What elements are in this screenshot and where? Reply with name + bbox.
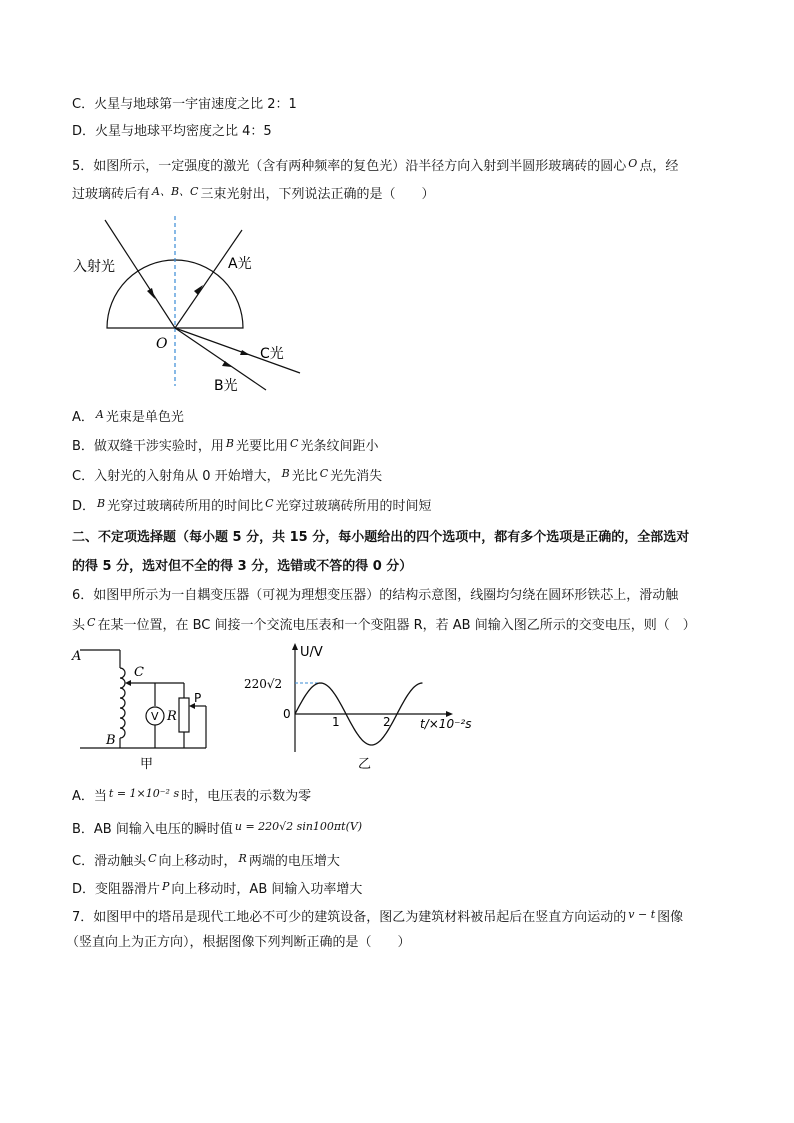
slider-p-label: P: [194, 691, 202, 705]
incident-label: 入射光: [73, 259, 115, 275]
opt-var: C: [148, 852, 157, 865]
opt-text: B．做双缝干涉实验时，用: [72, 439, 224, 454]
q5-stem-vars: A、B、C: [152, 185, 199, 198]
opt-text: 光条纹间距小: [300, 439, 379, 454]
opt-var: C: [319, 467, 329, 480]
opt-text: 光束是单色光: [105, 410, 184, 425]
q5-stem-var-o: O: [628, 157, 638, 170]
opt-var: B: [281, 467, 290, 480]
terminal-b-label: B: [106, 733, 116, 748]
opt-text: 时，电压表的示数为零: [181, 789, 312, 804]
incident-arrow: [147, 288, 155, 299]
opt-expr: t = 1×10⁻² s: [108, 787, 180, 800]
q6-voltage-chart: [240, 640, 480, 775]
opt-text: D．变阻器滑片: [72, 882, 161, 897]
voltmeter-label: V: [151, 710, 159, 723]
opt-text: A．当: [72, 789, 107, 804]
opt-text: 向上移动时，: [158, 854, 237, 869]
opt-text: D．: [72, 499, 96, 514]
rheostat: [179, 698, 189, 732]
opt-text: 光要比用: [236, 439, 289, 454]
q6-stem-var: C: [87, 616, 96, 629]
opt-var: R: [238, 852, 247, 865]
x-tick-2: 2: [383, 715, 391, 729]
opt-var: A: [95, 408, 104, 421]
transformer-coil: [120, 668, 125, 738]
ray-b-arrow: [222, 361, 232, 367]
q5-stem-text: 过玻璃砖后有: [72, 187, 151, 202]
opt-text: 光先消失: [330, 469, 383, 484]
y-axis-label: U/V: [300, 645, 323, 660]
opt-var: C: [265, 497, 274, 510]
opt-var: C: [290, 437, 299, 450]
opt-var: B: [97, 497, 106, 510]
opt-text: 向上移动时，AB 间输入功率增大: [171, 882, 363, 897]
opt-text: C．滑动触头: [72, 854, 147, 869]
x-tick-1: 1: [332, 715, 340, 729]
c-light-label: C光: [260, 346, 284, 362]
q5-semicircle-figure: [60, 208, 320, 398]
ray-c-arrow: [240, 350, 250, 355]
opt-text: 光穿过玻璃砖所用的时间比: [107, 499, 264, 514]
q6-option-a: [72, 785, 311, 806]
opt-text: A．: [72, 410, 94, 425]
q6-stem-line1: 6．如图甲所示为一自耦变压器（可视为理想变压器）的结构示意图，线圈均匀绕在圆环形铁芯上，滑动触: [72, 588, 679, 603]
opt-var: B: [225, 437, 235, 450]
q7-stem-text: 7．如图甲中的塔吊是现代工地必不可少的建筑设备，图乙为建筑材料被吊起后在竖直方向运动的: [72, 910, 627, 925]
y-axis-arrow: [292, 643, 298, 650]
center-o-label: O: [156, 336, 168, 352]
b-light-label: B光: [214, 378, 238, 394]
opt-var: P: [162, 880, 170, 893]
opt-text: 两端的电压增大: [248, 854, 340, 869]
q4-option-c: C．火星与地球第一宇宙速度之比 2：1: [72, 97, 297, 112]
q7-stem-line2: （竖直向上为正方向），根据图像下列判断正确的是（ ）: [66, 935, 411, 950]
opt-expr: u = 220√2 sin100πt(V): [234, 820, 363, 833]
q5-stem-line1: [72, 155, 678, 176]
q6-option-d: [72, 878, 362, 899]
q4-option-d: D．火星与地球平均密度之比 4：5: [72, 124, 272, 139]
figure-caption-yi: 乙: [358, 757, 372, 772]
q5-stem-text: 点，经: [639, 159, 679, 174]
terminal-c-label: C: [134, 665, 144, 680]
q6-stem-text: 头: [72, 618, 86, 633]
q6-stem-text: 在某一位置，在 BC 间接一个交流电压表和一个变阻器 R，若 AB 间输入图乙所示的交变电压，则（ ）: [97, 618, 696, 633]
q6-stem-line2: [72, 614, 696, 635]
opt-text: 光比: [291, 469, 318, 484]
section2-header-line2: 的得 5 分，选对但不全的得 3 分，选错或不答的得 0 分）: [72, 559, 413, 574]
q6-circuit-figure: [68, 640, 218, 775]
q5-option-b: [72, 435, 378, 456]
q5-stem-text: 5．如图所示，一定强度的激光（含有两种频率的复色光）沿半径方向入射到半圆形玻璃砖的圆心: [72, 159, 627, 174]
a-light-label: A光: [228, 256, 252, 272]
opt-text: 光穿过玻璃砖所用的时间短: [275, 499, 432, 514]
slider-c-arrow: [125, 680, 131, 686]
terminal-a-label: A: [72, 649, 82, 664]
opt-text: C．入射光的入射角从 0 开始增大，: [72, 469, 280, 484]
q6-option-b: [72, 818, 364, 839]
q5-stem-text: 三束光射出，下列说法正确的是（ ）: [200, 187, 435, 202]
figure-caption-jia: 甲: [140, 757, 154, 772]
q6-option-c: [72, 850, 340, 871]
q5-option-a: [72, 406, 184, 427]
q7-stem-expr: v − t: [628, 908, 656, 921]
q5-option-d: [72, 495, 432, 516]
q7-stem-line1: [72, 906, 683, 927]
x-axis-label: t/×10⁻²s: [420, 717, 472, 731]
incident-ray: [105, 220, 175, 328]
q7-stem-text: 图像: [657, 910, 684, 925]
origin-label: 0: [283, 707, 291, 721]
section2-header-line1: 二、不定项选择题（每小题 5 分，共 15 分，每小题给出的四个选项中，都有多个选项是正确的，全部选对: [72, 530, 690, 545]
ray-a: [175, 230, 242, 328]
peak-tick-label: 220√2: [244, 677, 283, 691]
opt-text: B．AB 间输入电压的瞬时值: [72, 822, 233, 837]
resistor-r-label: R: [167, 709, 177, 724]
q5-stem-line2: [72, 183, 434, 204]
q5-option-c: [72, 465, 382, 486]
